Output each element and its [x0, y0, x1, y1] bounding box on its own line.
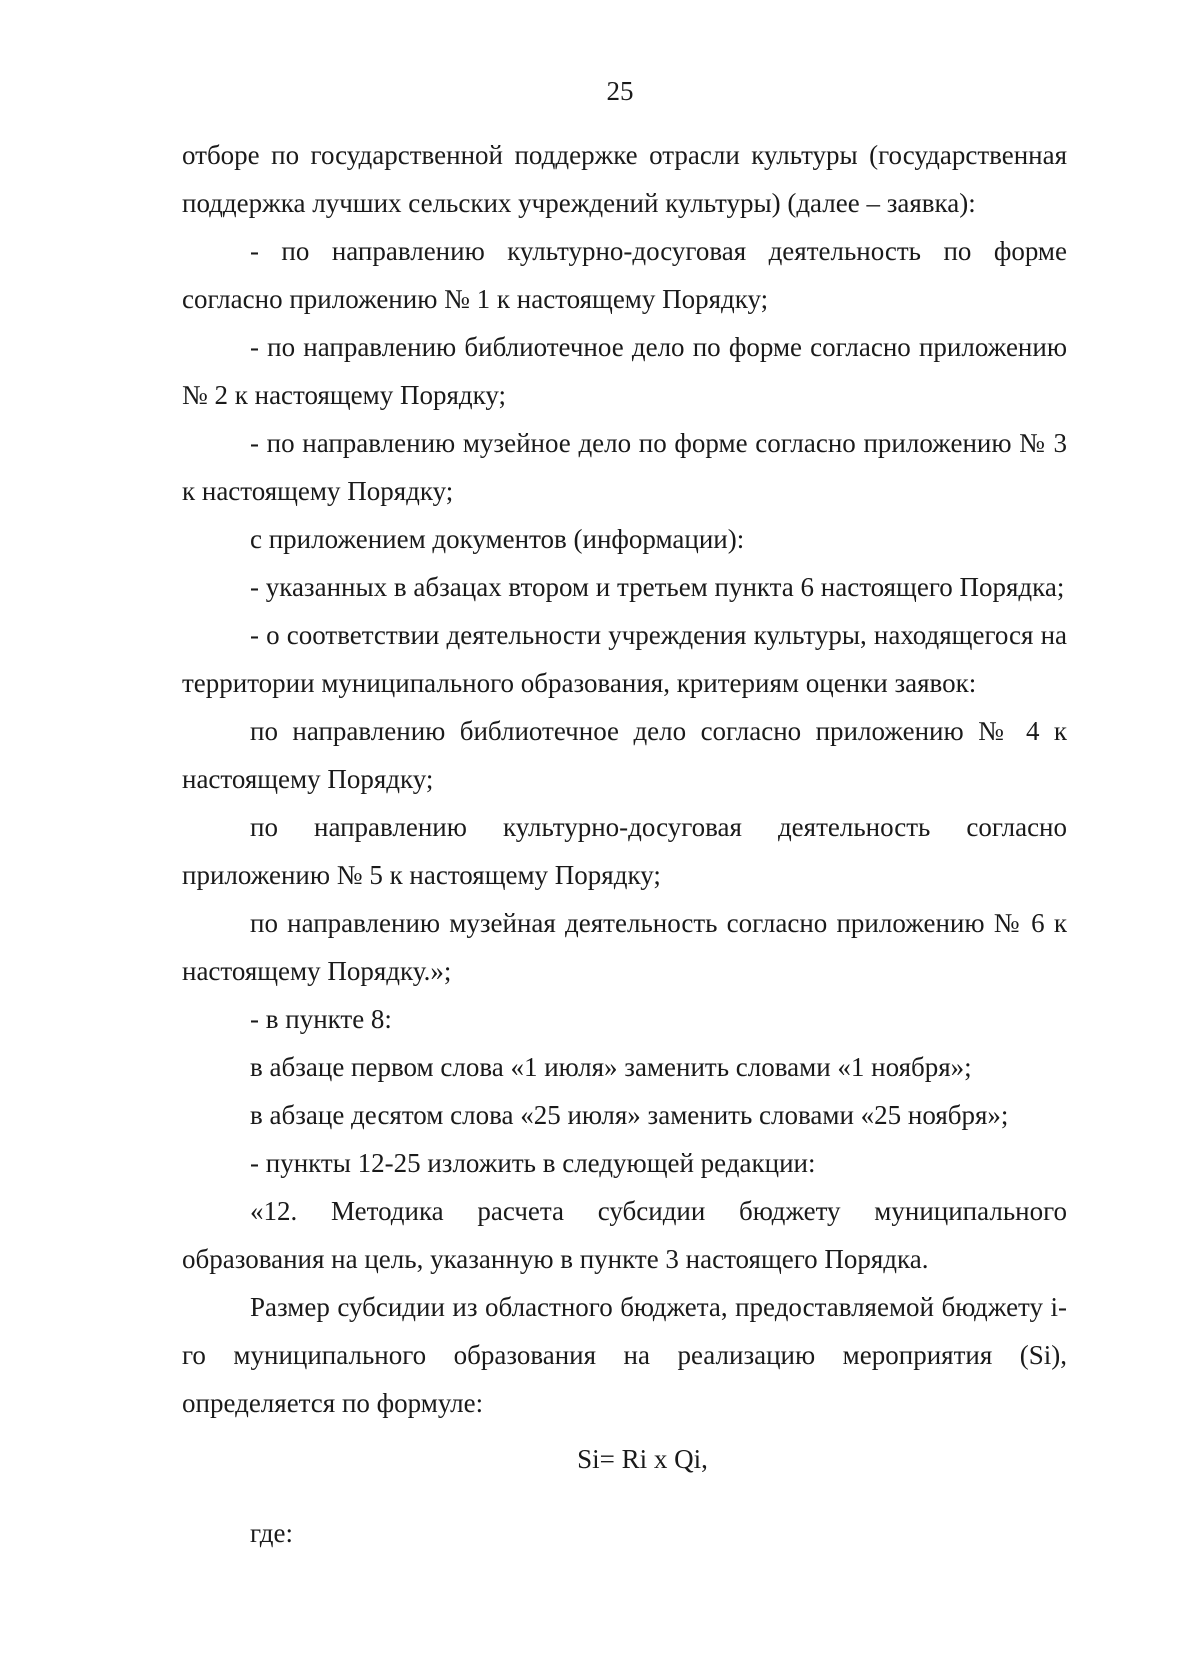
paragraph-12: в абзаце первом слова «1 июля» заменить словами «1 ноября»; — [250, 1052, 972, 1082]
paragraph-9: по направлению культурно-досуговая деятельность согласно приложению № 5 к настоящему Порядку; — [182, 812, 1067, 890]
paragraph-16: Размер субсидии из областного бюджета, предоставляемой бюджету i-го муниципального образования на реализацию мероприятия (Si), определяется по формуле: — [182, 1292, 1067, 1418]
paragraph-4: - по направлению музейное дело по форме согласно приложению № 3 к настоящему Порядку; — [182, 428, 1067, 506]
paragraph-11: - в пункте 8: — [250, 1004, 392, 1034]
where-label: где: — [250, 1518, 293, 1548]
paragraph-13: в абзаце десятом слова «25 июля» заменить словами «25 ноября»; — [250, 1100, 1009, 1130]
paragraph-1: отборе по государственной поддержке отрасли культуры (государственная поддержка лучших сельских учреждений культуры) (далее – заявка): — [182, 140, 1067, 218]
paragraph-3: - по направлению библиотечное дело по форме согласно приложению № 2 к настоящему Порядку; — [182, 332, 1067, 410]
paragraph-10: по направлению музейная деятельность согласно приложению № 6 к настоящему Порядку.»; — [182, 908, 1067, 986]
formula: Si= Ri x Qi, — [577, 1444, 708, 1474]
paragraph-15: «12. Методика расчета субсидии бюджету муниципального образования на цель, указанную в пункте 3 настоящего Порядка. — [182, 1196, 1067, 1274]
document-body — [182, 131, 1067, 1557]
paragraph-6: - указанных в абзацах втором и третьем пункта 6 настоящего Порядка; — [250, 572, 1065, 602]
paragraph-8: по направлению библиотечное дело согласно приложению № 4 к настоящему Порядку; — [182, 716, 1067, 794]
paragraph-14: - пункты 12-25 изложить в следующей редакции: — [250, 1148, 816, 1178]
paragraph-2: - по направлению культурно-досуговая деятельность по форме согласно приложению № 1 к настоящему Порядку; — [182, 236, 1067, 314]
paragraph-5: с приложением документов (информации): — [250, 524, 745, 554]
page-number: 25 — [606, 76, 634, 106]
paragraph-7: - о соответствии деятельности учреждения культуры, находящегося на территории муниципального образования, критериям оценки заявок: — [182, 620, 1067, 698]
